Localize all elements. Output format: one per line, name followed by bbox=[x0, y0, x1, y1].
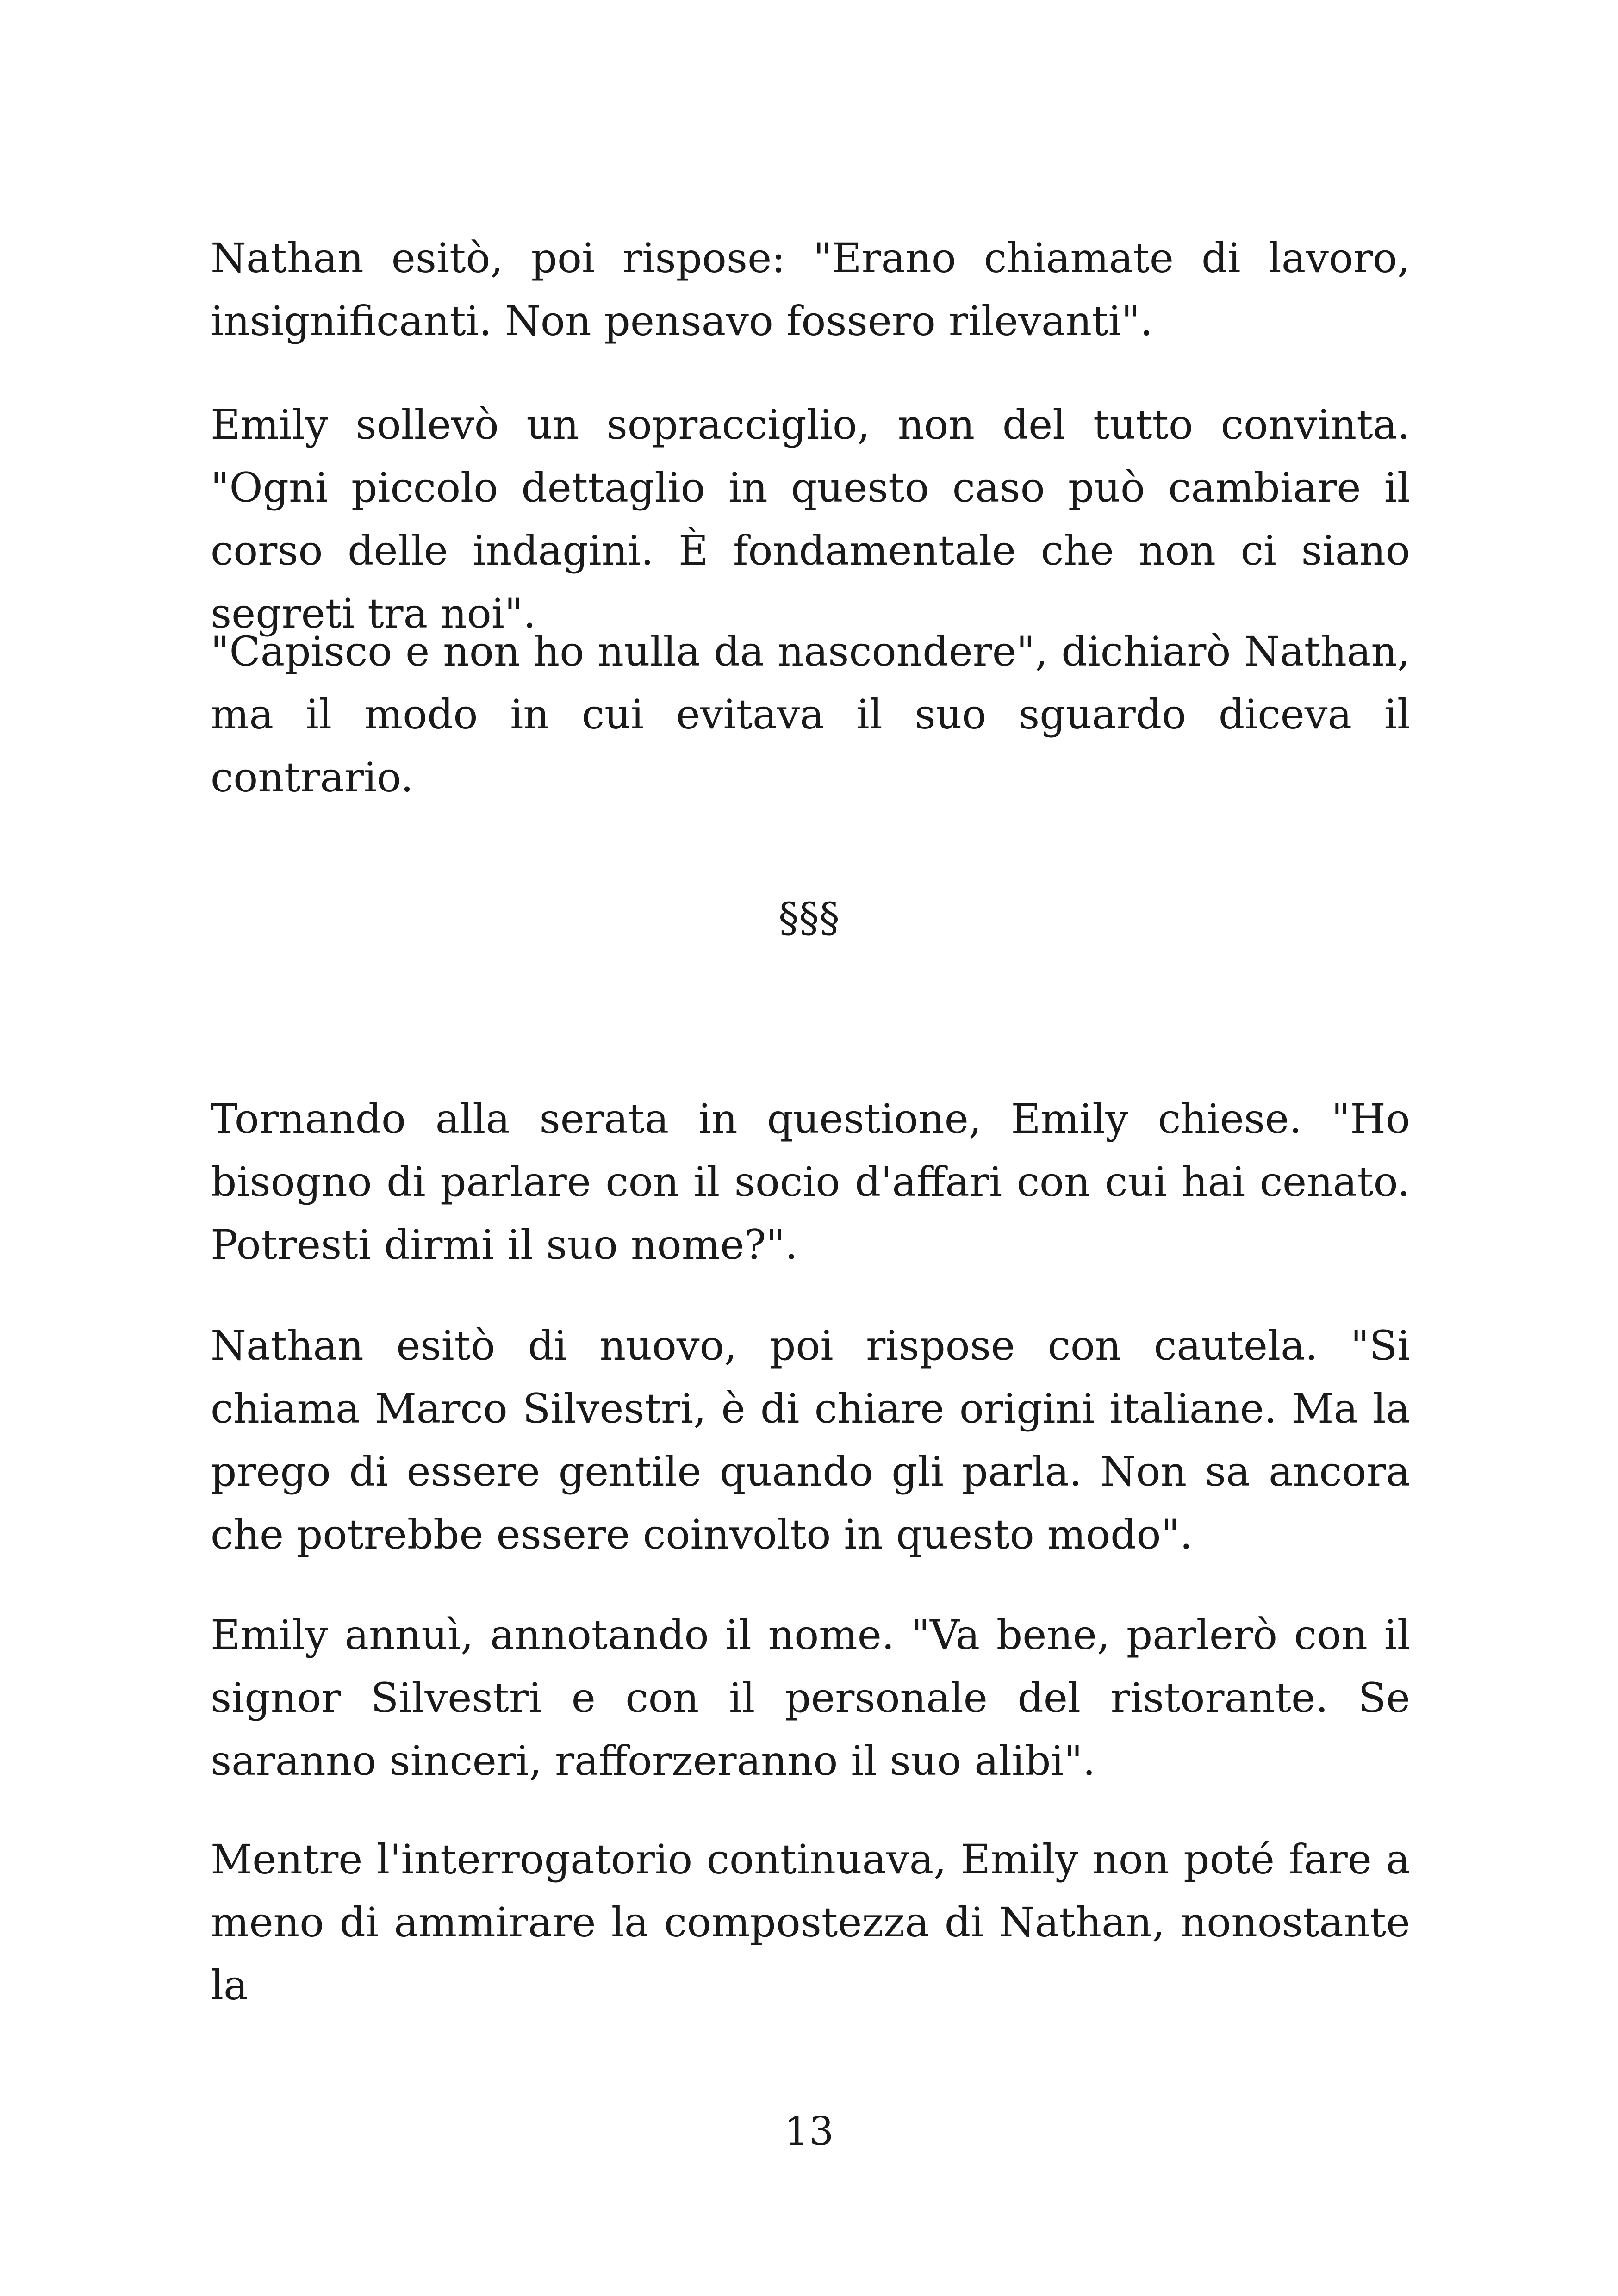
paragraph: Nathan esitò, poi rispose: "Erano chiamate di lavoro, insignificanti. Non pensavo fossero rilevanti". bbox=[211, 234, 1410, 345]
paragraph: "Capisco e non ho nulla da nascondere", dichiarò Nathan, ma il modo in cui evitava il suo sguardo diceva il contrario. bbox=[211, 628, 1410, 801]
paragraph: Tornando alla serata in questione, Emily chiese. "Ho bisogno di parlare con il socio d'affari con cui hai cenato. Potresti dirmi il suo nome?". bbox=[211, 1095, 1410, 1269]
paragraph: Emily sollevò un sopracciglio, non del tutto convinta. "Ogni piccolo dettaglio in questo caso può cambiare il corso delle indagini. È fondamentale che non ci siano segreti tra noi". bbox=[211, 401, 1410, 637]
paragraph: Mentre l'interrogatorio continuava, Emily non poté fare a meno di ammirare la compostezza di Nathan, nonostante la bbox=[211, 1836, 1410, 2009]
paragraph: Emily annuì, annotando il nome. "Va bene, parlerò con il signor Silvestri e con il personale del ristorante. Se saranno sinceri, rafforzeranno il suo alibi". bbox=[211, 1611, 1410, 1785]
section-separator: §§§ bbox=[778, 894, 840, 941]
page-number: 13 bbox=[784, 2109, 834, 2154]
paragraph: Nathan esitò di nuovo, poi rispose con cautela. "Si chiama Marco Silvestri, è di chiare origini italiane. Ma la prego di essere gentile quando gli parla. Non sa ancora che potrebbe essere coinvolto in questo modo". bbox=[211, 1322, 1410, 1558]
